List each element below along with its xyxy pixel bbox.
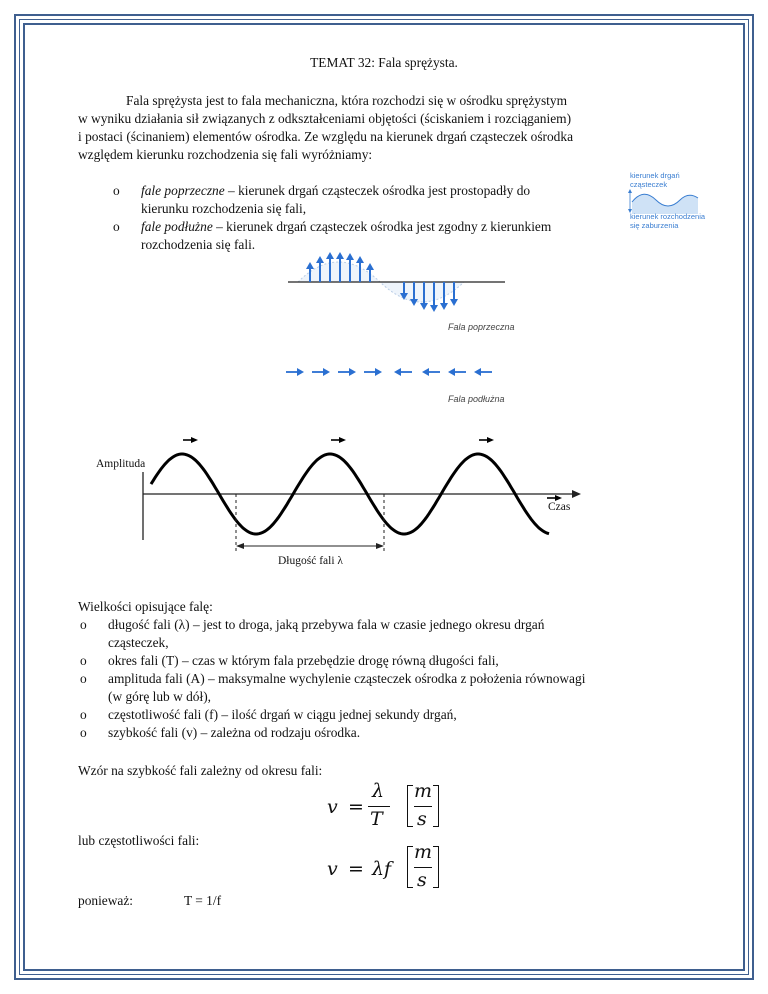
item-text-cont: cząsteczek,	[108, 635, 169, 650]
bracket-left	[407, 846, 413, 888]
item-text-cont: (w górę lub w dół),	[108, 689, 212, 704]
formula-lambda-f: λf	[372, 858, 392, 880]
caption-longitudinal: Fala podłużna	[448, 394, 505, 404]
page-title: TEMAT 32: Fala sprężysta.	[310, 55, 458, 70]
fraction-line	[368, 806, 390, 807]
definition-cont: rozchodzenia się fali.	[141, 237, 256, 252]
intro-line: w wyniku działania sił związanych z odkształceniami objętości (ściskaniem i rozciąganiem)	[78, 111, 572, 126]
unit-m: m	[414, 841, 433, 863]
formula-eq: =	[348, 858, 364, 880]
unit-fraction-line	[414, 806, 432, 807]
bracket-left	[407, 785, 413, 827]
because-value: T = 1/f	[184, 893, 222, 908]
unit-fraction-line	[414, 867, 432, 868]
unit-s: s	[417, 808, 427, 830]
item-text: okres fali (T) – czas w którym fala przebędzie drogę równą długości fali,	[108, 653, 499, 668]
formula-v: v	[327, 796, 338, 818]
definition: – kierunek drgań cząsteczek ośrodka jest prostopadły do	[224, 183, 531, 198]
definition: – kierunek drgań cząsteczek ośrodka jest zgodny z kierunkiem	[212, 219, 552, 234]
definition-cont: kierunku rozchodzenia się fali,	[141, 201, 307, 216]
bracket-right	[433, 785, 439, 827]
item-text: częstotliwość fali (f) – ilość drgań w ciągu jednej sekundy drgań,	[108, 707, 457, 722]
sine-wave-figure	[95, 432, 585, 572]
bullet: o	[80, 653, 87, 668]
intro-line: względem kierunku rozchodzenia się fali wyróżniamy:	[78, 147, 373, 162]
bullet: o	[113, 219, 120, 234]
side-label-vibration-1: kierunek drgań	[630, 171, 680, 180]
intro-paragraph	[78, 92, 672, 164]
side-label-vibration-2: cząsteczek	[630, 180, 668, 189]
bullet: o	[80, 617, 87, 632]
formula-lambda: λ	[372, 780, 385, 802]
caption-transverse: Fala poprzeczna	[448, 322, 515, 332]
longitudinal-wave-figure	[282, 362, 522, 382]
unit-s: s	[417, 869, 427, 891]
axis-label-time: Czas	[548, 501, 571, 513]
intro-line: i postaci (ścinaniem) elementów ośrodka. Ze względu na kierunek drgań cząsteczek ośrodka	[78, 129, 574, 144]
term: fale poprzeczne	[141, 183, 225, 198]
bracket-right	[433, 846, 439, 888]
intro-line: Fala sprężysta jest to fala mechaniczna, która rozchodzi się w ośrodku sprężystym	[126, 93, 567, 108]
bullet: o	[80, 671, 87, 686]
formula-T: T	[370, 808, 383, 830]
bullet: o	[113, 183, 120, 198]
formula-eq: =	[348, 796, 364, 818]
wavelength-label: Długość fali λ	[278, 555, 343, 567]
item-text: szybkość fali (v) – zależna od rodzaju ośrodka.	[108, 725, 361, 740]
quantities-heading: Wielkości opisujące falę:	[78, 599, 213, 614]
bullet: o	[80, 725, 87, 740]
side-label-propagation-1: kierunek rozchodzenia	[630, 212, 706, 221]
side-label-propagation-2: się zaburzenia	[630, 221, 679, 230]
formula-v: v	[327, 858, 338, 880]
item-text: długość fali (λ) – jest to droga, jaką przebywa fala w czasie jednego okresu drgań	[108, 617, 545, 632]
axis-label-amplitude: Amplituda	[96, 458, 146, 470]
side-wave-figure	[626, 188, 700, 214]
item-text: amplituda fali (A) – maksymalne wychylenie cząsteczek ośrodka z położenia równowagi	[108, 671, 586, 686]
transverse-wave-figure	[280, 244, 550, 322]
unit-m: m	[414, 780, 433, 802]
because-label: ponieważ:	[78, 893, 134, 908]
formula-intro-period: Wzór na szybkość fali zależny od okresu fali:	[78, 763, 323, 778]
formula-intro-frequency: lub częstotliwości fali:	[78, 833, 200, 848]
term: fale podłużne	[141, 219, 213, 234]
bullet: o	[80, 707, 87, 722]
